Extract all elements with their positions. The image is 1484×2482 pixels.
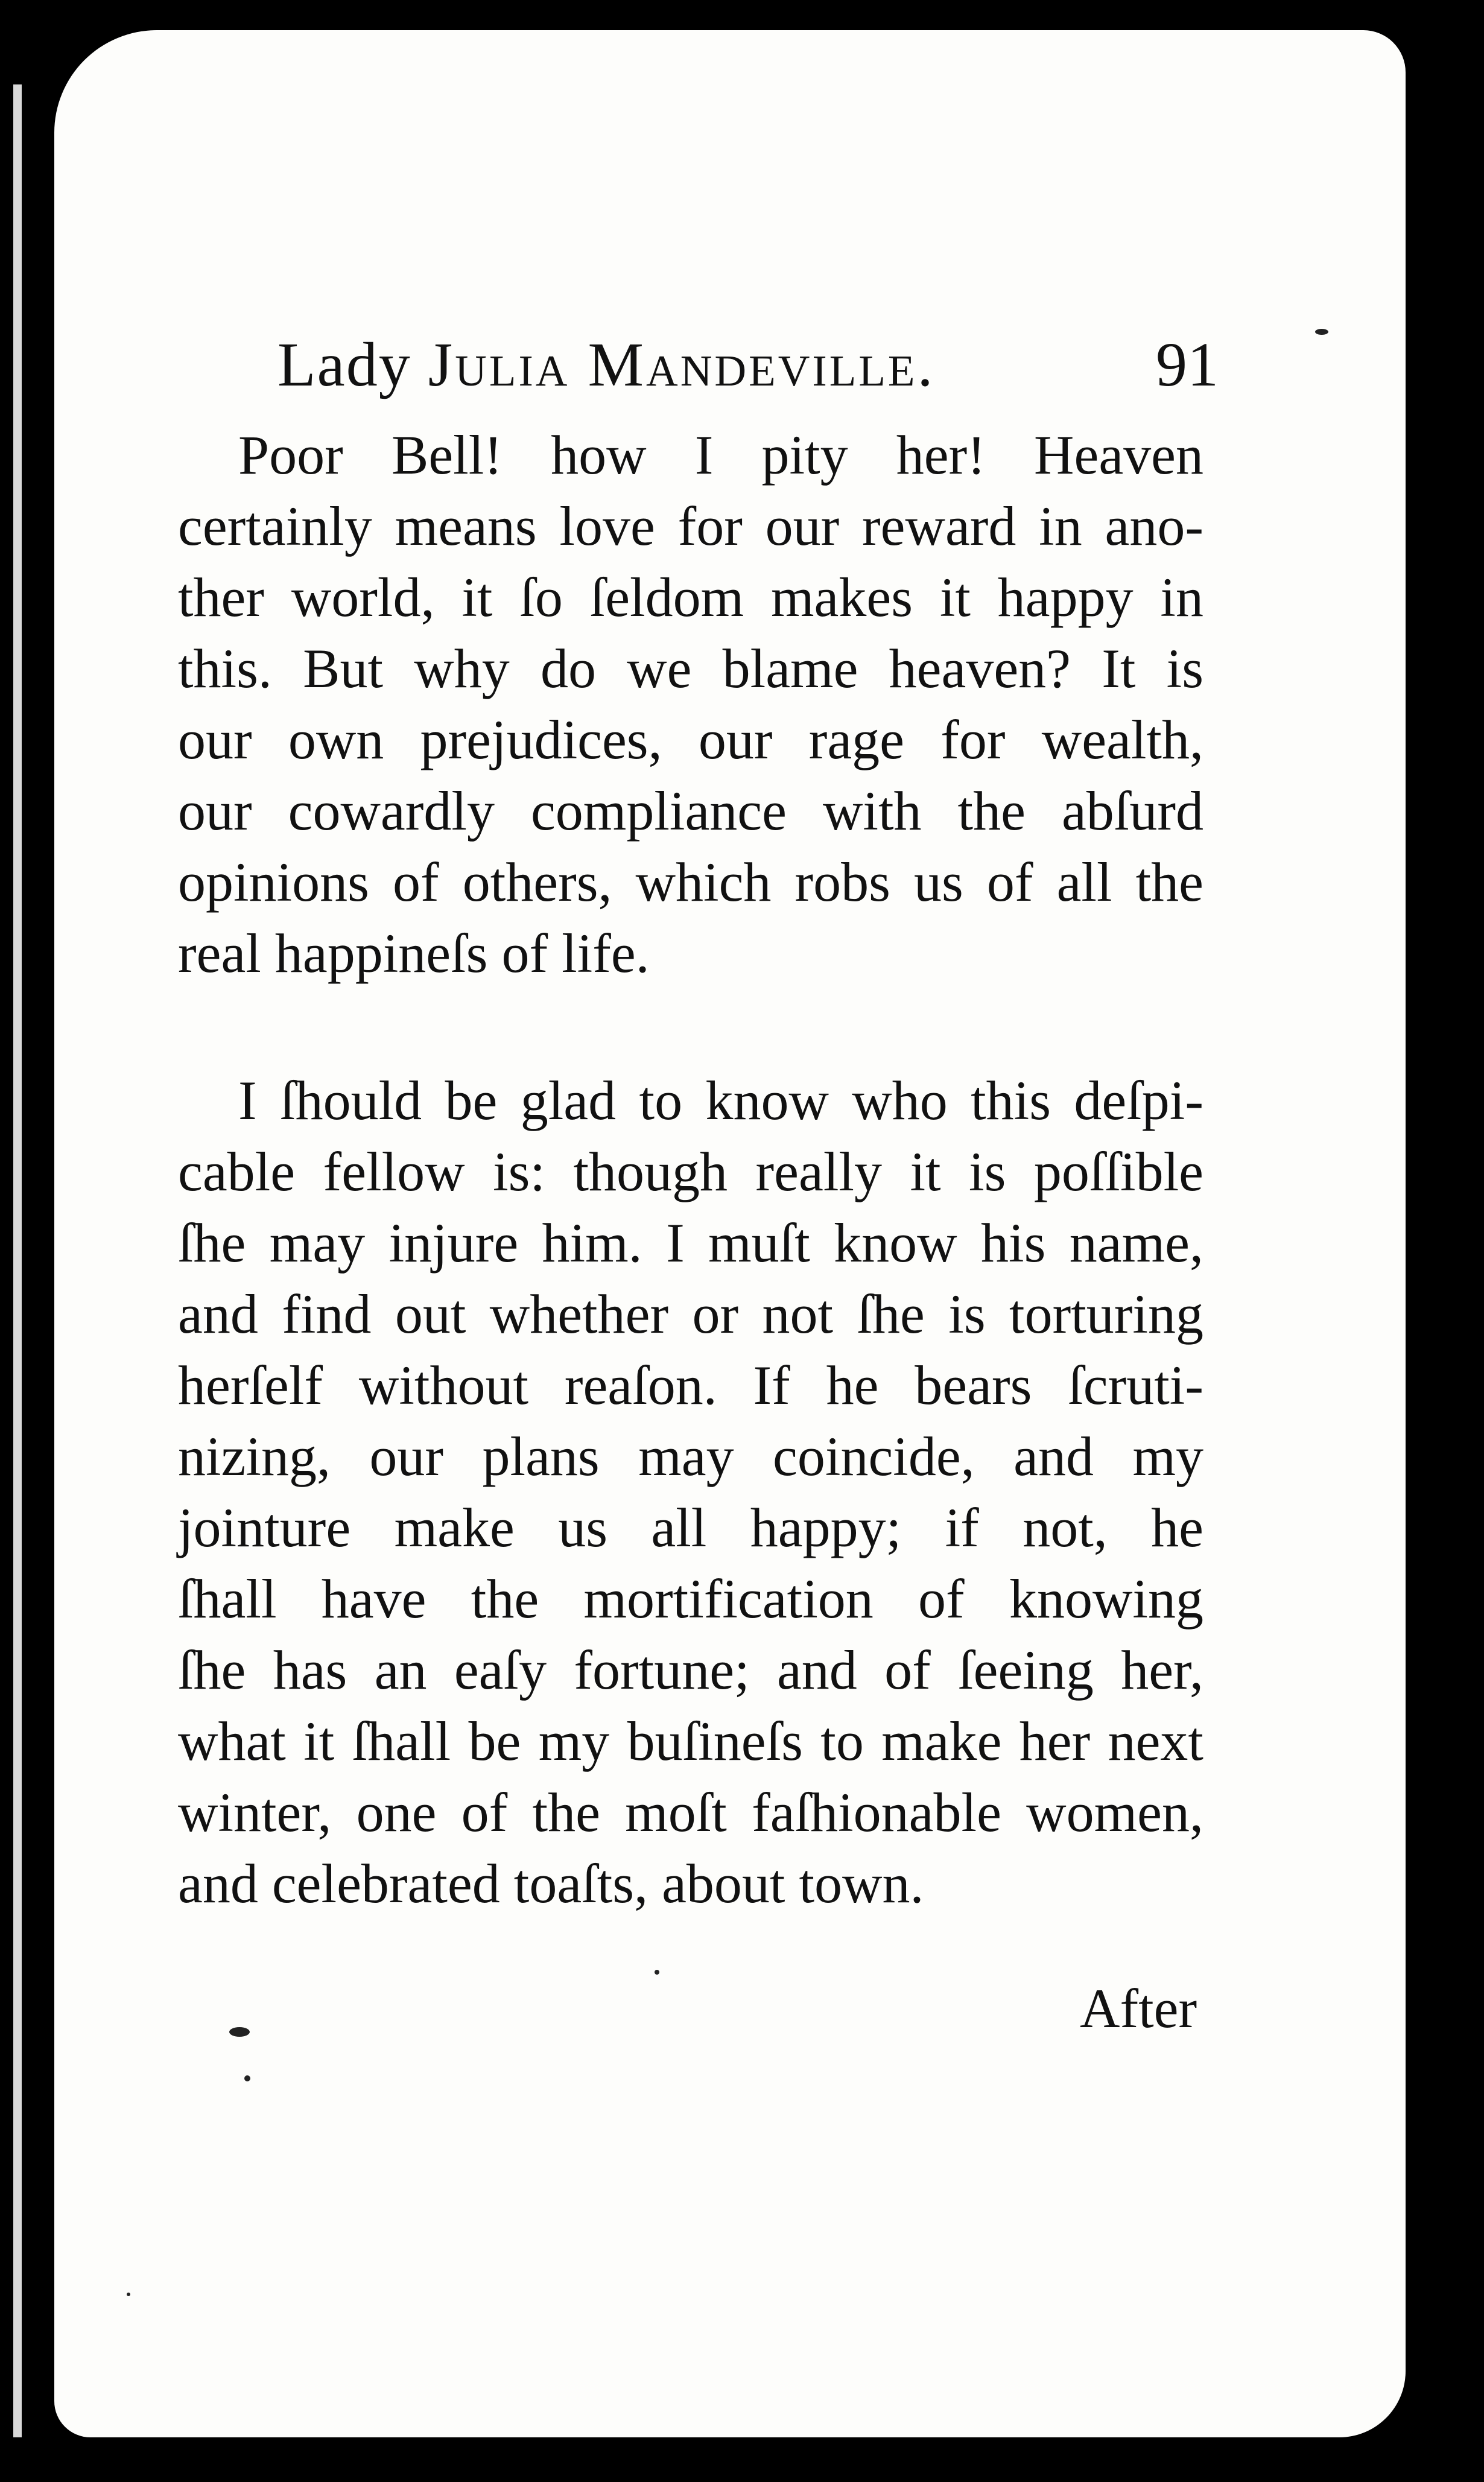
text-line: jointure make us all happy; if not, he [178, 1497, 1203, 1558]
text-line: what it ſhall be my buſineſs to make her next [178, 1710, 1203, 1772]
ink-speck [127, 2293, 130, 2296]
title-prefix: Lady [277, 330, 428, 399]
text-line: herſelf without reaſon. If he bears ſcruti- [178, 1354, 1203, 1416]
text-line: ther world, it ſo ſeldom makes it happy in [178, 567, 1203, 628]
text-line: cable fellow is: though really it is poſſible [178, 1141, 1203, 1202]
text-line: winter, one of the moſt faſhionable women, [178, 1782, 1203, 1843]
text-line: real happineſs of life. [178, 922, 650, 984]
text-line: ſhe may injure him. I muſt know his name, [178, 1212, 1203, 1274]
paragraph-2 [178, 1065, 1203, 1919]
page-number: 91 [1156, 330, 1219, 399]
text-line: certainly means love for our reward in ano- [178, 495, 1203, 557]
running-title [277, 329, 936, 401]
ink-speck [244, 2075, 250, 2081]
catchword: After [1080, 1978, 1197, 2039]
ink-speck [1315, 329, 1328, 335]
ink-speck [655, 1970, 659, 1975]
text-line: and find out whether or not ſhe is torturing [178, 1283, 1203, 1345]
ink-speck [229, 2027, 250, 2037]
text-line: opinions of others, which robs us of all the [178, 851, 1203, 913]
text-line: ſhall have the mortification of knowing [178, 1568, 1203, 1630]
text-line: our cowardly compliance with the abſurd [178, 780, 1203, 842]
text-line: ſhe has an eaſy fortune; and of ſeeing her, [178, 1639, 1203, 1701]
running-head [277, 329, 1219, 401]
text-line: Poor Bell! how I pity her! Heaven [238, 424, 1203, 486]
text-line: I ſhould be glad to know who this deſpi- [238, 1070, 1203, 1131]
scan-edge [13, 84, 22, 2437]
paragraph-1 [178, 419, 1203, 989]
text-line: our own prejudices, our rage for wealth, [178, 709, 1203, 770]
text-line: this. But why do we blame heaven? It is [178, 638, 1203, 699]
title-name: Julia Mandeville. [428, 330, 936, 399]
text-line: and celebrated toaſts, about town. [178, 1853, 924, 1914]
text-line: nizing, our plans may coincide, and my [178, 1426, 1203, 1487]
